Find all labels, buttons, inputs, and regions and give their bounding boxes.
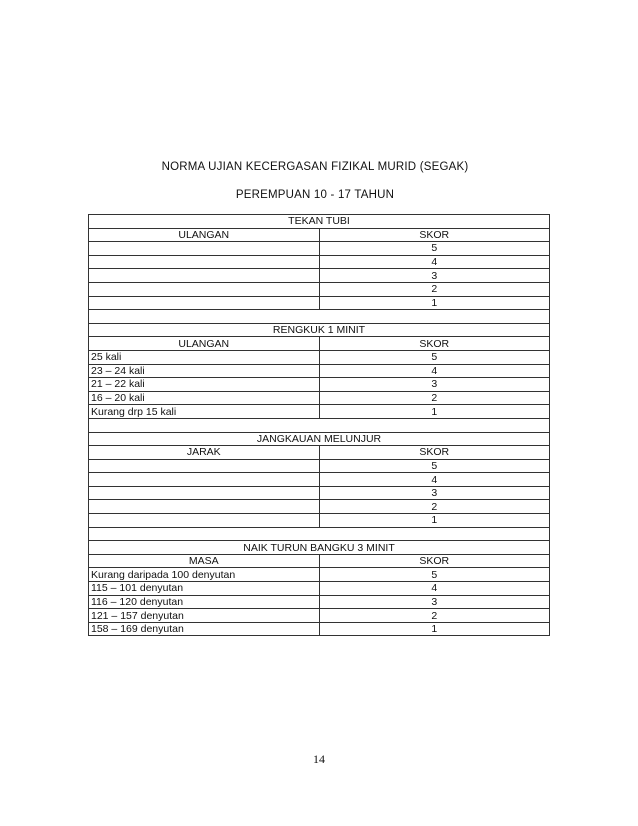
measure-value-cell: 158 – 169 denyutan: [89, 622, 320, 636]
column-header-measure: ULANGAN: [89, 228, 320, 242]
measure-value-cell: [89, 459, 320, 473]
score-cell: 5: [319, 350, 550, 364]
score-cell: 4: [319, 255, 550, 269]
measure-value-cell: [89, 242, 320, 256]
spacer-cell: [89, 527, 550, 541]
measure-value-cell: [89, 282, 320, 296]
page-number: 14: [313, 752, 325, 766]
norm-table-body: [89, 215, 550, 636]
measure-value-cell: [89, 500, 320, 514]
column-header-row: [89, 446, 550, 460]
measure-value-cell: [89, 473, 320, 487]
measure-value-cell: 121 – 157 denyutan: [89, 609, 320, 623]
table-row: [89, 282, 550, 296]
section-heading-row: [89, 215, 550, 229]
table-row: [89, 242, 550, 256]
table-row: [89, 364, 550, 378]
spacer-cell: [89, 310, 550, 324]
score-cell: 3: [319, 486, 550, 500]
section-heading-row: [89, 323, 550, 337]
table-row: [89, 500, 550, 514]
document-title: NORMA UJIAN KECERGASAN FIZIKAL MURID (SEGAK): [161, 161, 469, 173]
table-row: [89, 405, 550, 419]
score-cell: 4: [319, 473, 550, 487]
score-cell: 3: [319, 269, 550, 283]
column-header-score: SKOR: [319, 554, 550, 568]
table-row: [89, 350, 550, 364]
table-row: [89, 296, 550, 310]
fitness-norm-table: [88, 214, 550, 636]
spacer-row: [89, 310, 550, 324]
table-row: [89, 582, 550, 596]
score-cell: 5: [319, 242, 550, 256]
measure-value-cell: 25 kali: [89, 350, 320, 364]
section-heading: RENGKUK 1 MINIT: [89, 323, 550, 337]
table-row: [89, 255, 550, 269]
column-header-score: SKOR: [319, 228, 550, 242]
measure-value-cell: Kurang drp 15 kali: [89, 405, 320, 419]
measure-value-cell: [89, 486, 320, 500]
measure-value-cell: [89, 296, 320, 310]
column-header-row: [89, 228, 550, 242]
column-header-score: SKOR: [319, 446, 550, 460]
measure-value-cell: 23 – 24 kali: [89, 364, 320, 378]
measure-value-cell: [89, 255, 320, 269]
section-heading: TEKAN TUBI: [89, 215, 550, 229]
table-row: [89, 568, 550, 582]
column-header-row: [89, 554, 550, 568]
document-subtitle: PEREMPUAN 10 - 17 TAHUN: [235, 189, 395, 201]
table-row: [89, 391, 550, 405]
score-cell: 5: [319, 459, 550, 473]
measure-value-cell: 21 – 22 kali: [89, 378, 320, 392]
score-cell: 1: [319, 514, 550, 528]
spacer-cell: [89, 418, 550, 432]
score-cell: 1: [319, 296, 550, 310]
score-cell: 4: [319, 364, 550, 378]
score-cell: 4: [319, 582, 550, 596]
column-header-measure: ULANGAN: [89, 337, 320, 351]
column-header-row: [89, 337, 550, 351]
column-header-measure: MASA: [89, 554, 320, 568]
spacer-row: [89, 527, 550, 541]
section-heading-row: [89, 432, 550, 446]
score-cell: 2: [319, 391, 550, 405]
section-heading-row: [89, 541, 550, 555]
score-cell: 1: [319, 622, 550, 636]
measure-value-cell: [89, 269, 320, 283]
measure-value-cell: Kurang daripada 100 denyutan: [89, 568, 320, 582]
measure-value-cell: 116 – 120 denyutan: [89, 595, 320, 609]
table-row: [89, 622, 550, 636]
score-cell: 2: [319, 609, 550, 623]
measure-value-cell: 115 – 101 denyutan: [89, 582, 320, 596]
column-header-measure: JARAK: [89, 446, 320, 460]
table-row: [89, 378, 550, 392]
score-cell: 3: [319, 378, 550, 392]
measure-value-cell: [89, 514, 320, 528]
table-row: [89, 459, 550, 473]
table-row: [89, 514, 550, 528]
section-heading: NAIK TURUN BANGKU 3 MINIT: [89, 541, 550, 555]
score-cell: 5: [319, 568, 550, 582]
table-row: [89, 473, 550, 487]
table-row: [89, 609, 550, 623]
score-cell: 1: [319, 405, 550, 419]
table-row: [89, 486, 550, 500]
spacer-row: [89, 418, 550, 432]
score-cell: 2: [319, 282, 550, 296]
column-header-score: SKOR: [319, 337, 550, 351]
score-cell: 3: [319, 595, 550, 609]
measure-value-cell: 16 – 20 kali: [89, 391, 320, 405]
score-cell: 2: [319, 500, 550, 514]
section-heading: JANGKAUAN MELUNJUR: [89, 432, 550, 446]
table-row: [89, 269, 550, 283]
table-row: [89, 595, 550, 609]
